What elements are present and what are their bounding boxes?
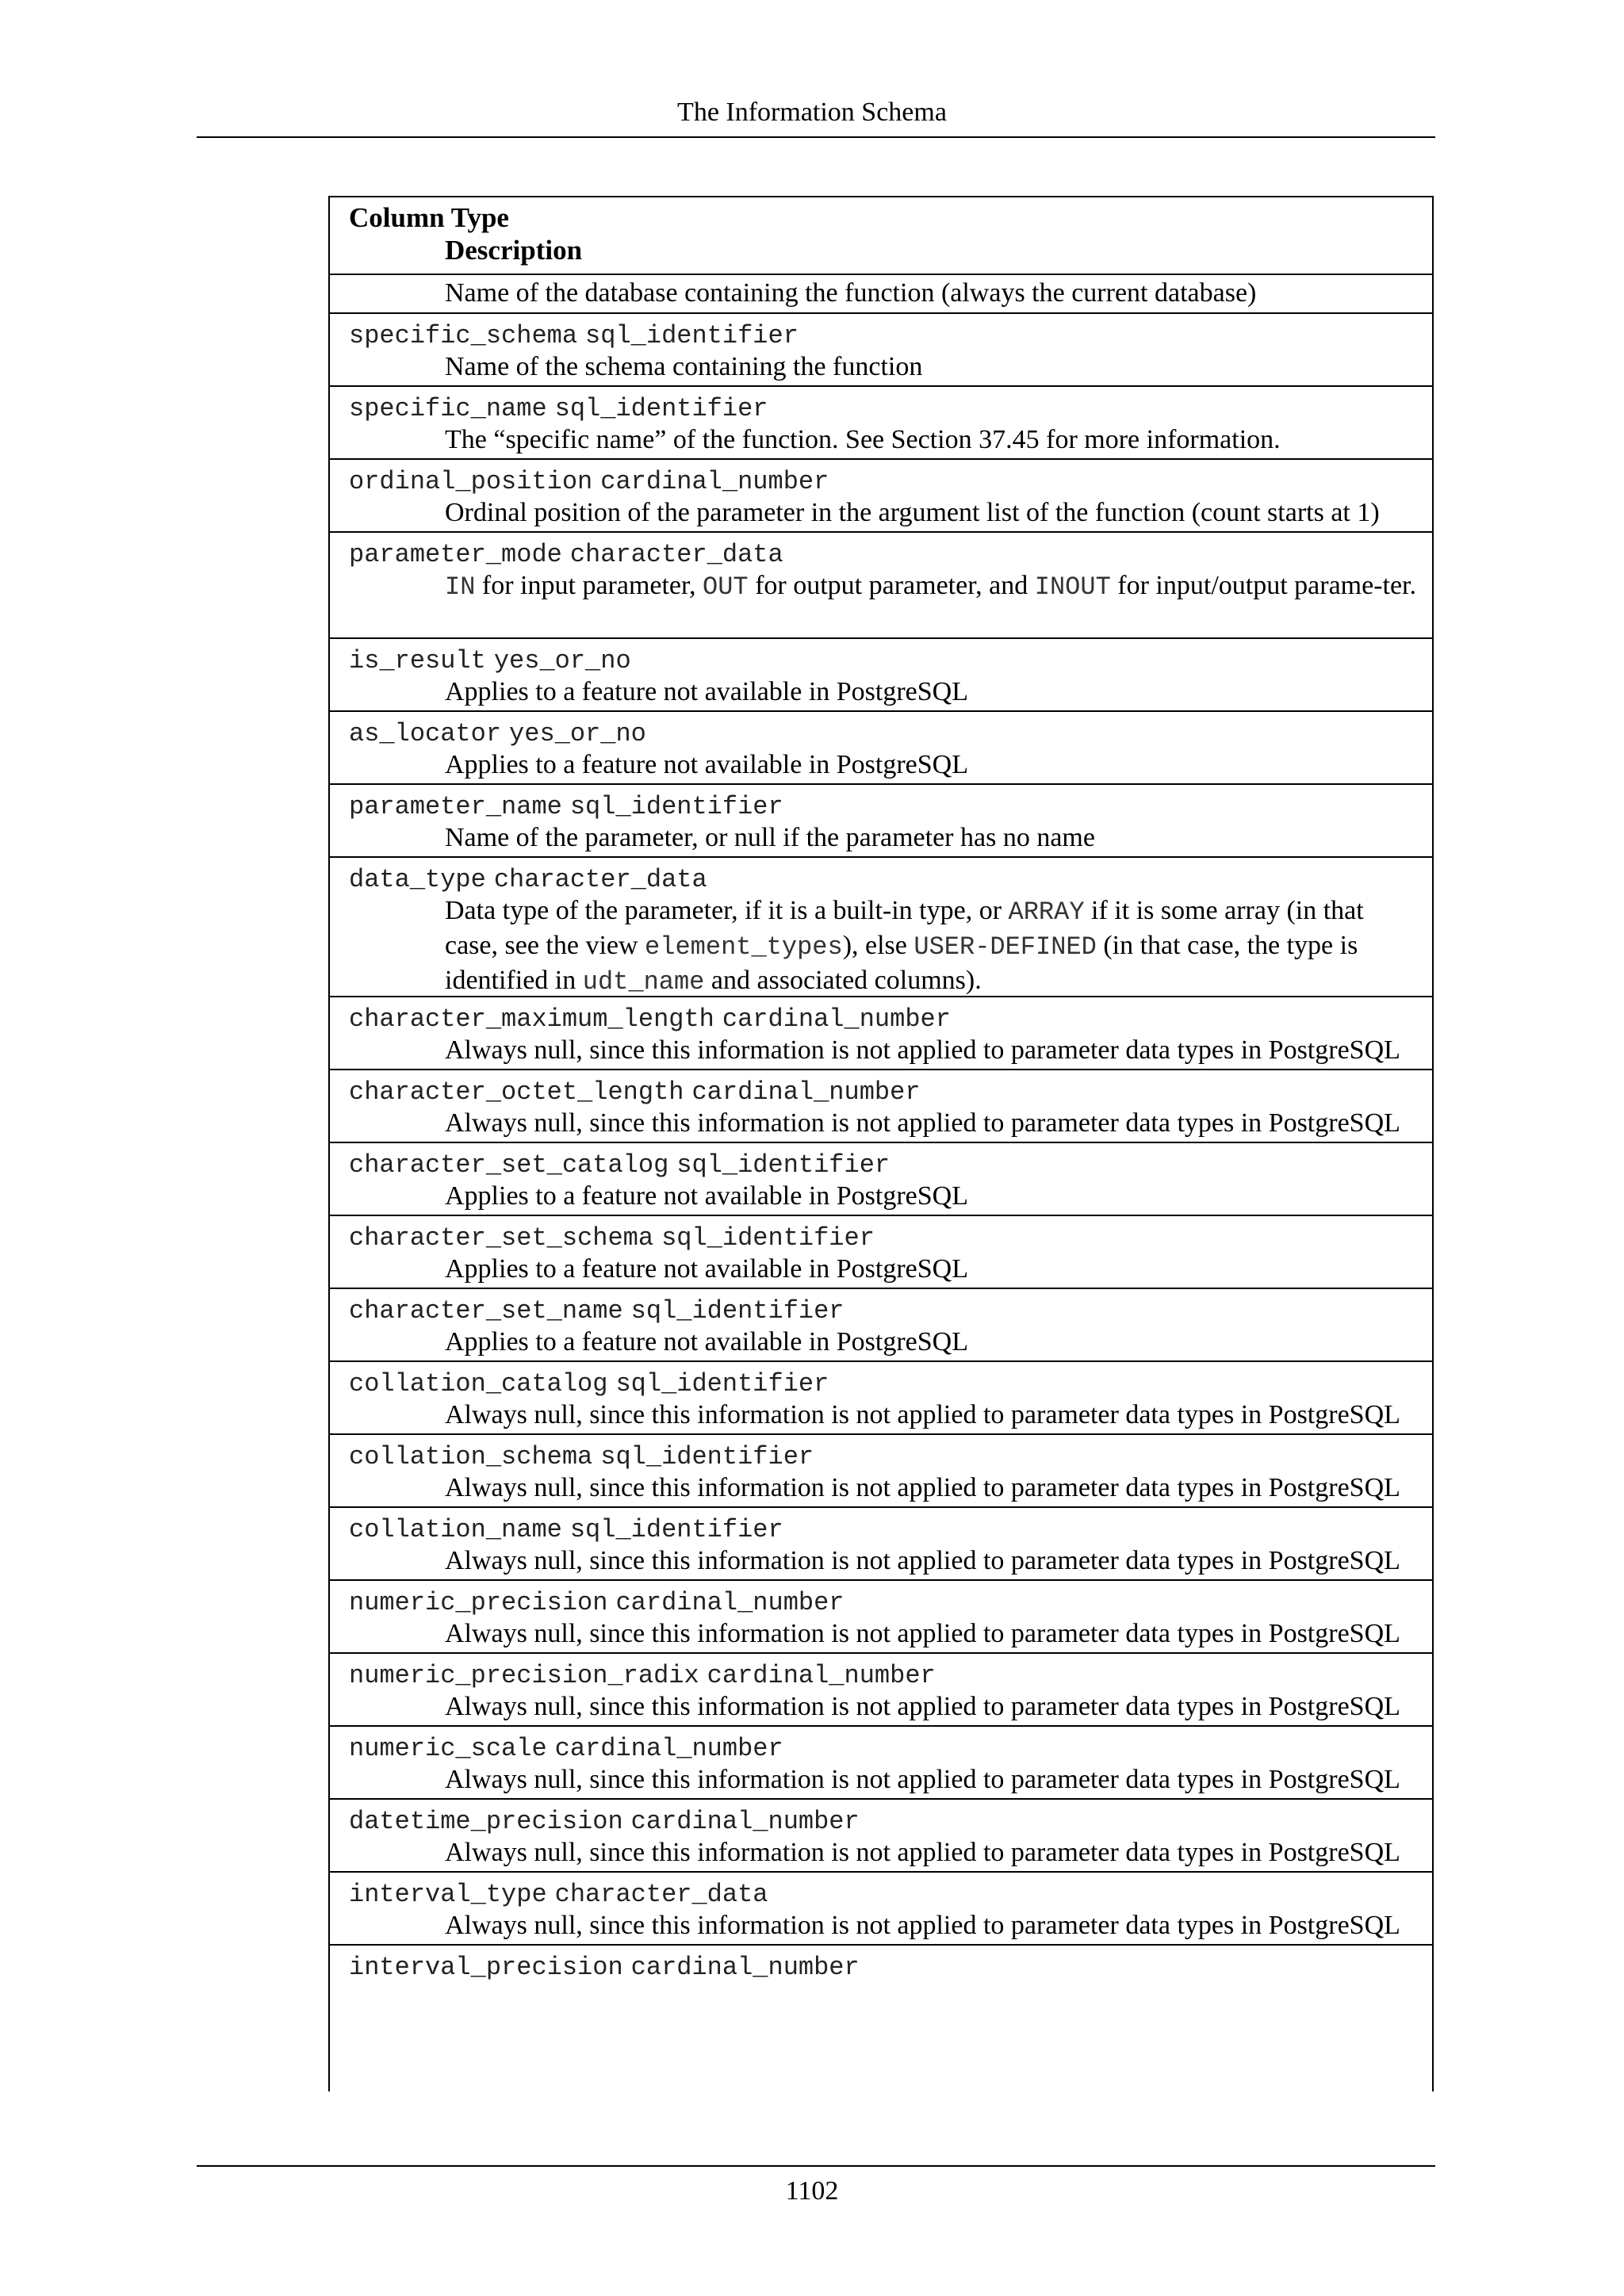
description-text: if it is some array (in that case, see the view xyxy=(445,896,1364,960)
column-name: numeric_precision_radix xyxy=(349,1661,699,1690)
column-type: sql_identifier xyxy=(661,1223,875,1253)
description-text: Applies to a feature not available in PostgreSQL xyxy=(445,677,968,706)
description-text: Applies to a feature not available in PostgreSQL xyxy=(445,1327,968,1357)
column-type: cardinal_number xyxy=(722,1004,951,1034)
table-row xyxy=(330,1873,1432,1946)
column-type: character_data xyxy=(569,540,783,569)
description-text: Name of the schema containing the function xyxy=(445,352,923,381)
column-name-type xyxy=(349,1950,860,1984)
column-name-type xyxy=(349,1512,783,1547)
column-type: sql_identifier xyxy=(600,1442,814,1471)
table-row xyxy=(330,1508,1432,1581)
column-name: character_set_name xyxy=(349,1296,623,1326)
column-name-type xyxy=(349,1147,890,1182)
table-row xyxy=(330,785,1432,858)
description-text: for input parameter, xyxy=(475,571,703,600)
column-name-type xyxy=(349,1074,921,1109)
description-text: Applies to a feature not available in PostgreSQL xyxy=(445,1254,968,1284)
column-description xyxy=(445,1399,1416,1432)
table-row xyxy=(330,1362,1432,1435)
column-description xyxy=(445,1471,1416,1505)
column-table xyxy=(328,196,1434,2091)
column-name: character_octet_length xyxy=(349,1077,684,1107)
column-type: sql_identifier xyxy=(676,1150,891,1180)
column-name-type xyxy=(349,1366,829,1401)
column-name: ordinal_position xyxy=(349,467,593,496)
column-description xyxy=(445,1909,1416,1942)
column-name-type xyxy=(349,1731,783,1766)
column-description xyxy=(445,821,1416,855)
description-text: for input/output parame-ter. xyxy=(1110,571,1417,600)
column-name: specific_schema xyxy=(349,321,578,350)
column-name: is_result xyxy=(349,646,486,675)
table-row xyxy=(330,533,1432,639)
column-name-type xyxy=(349,716,646,751)
column-name-type xyxy=(349,1439,814,1474)
table-row xyxy=(330,997,1432,1070)
column-type: cardinal_number xyxy=(630,1953,860,1982)
inline-code: IN xyxy=(445,572,476,602)
inline-code: INOUT xyxy=(1034,572,1111,602)
column-name-type xyxy=(349,464,829,499)
column-description xyxy=(445,748,1416,782)
column-name-type xyxy=(349,1293,845,1328)
column-type: character_data xyxy=(554,1880,768,1909)
column-description xyxy=(445,1763,1416,1797)
description-text: Data type of the parameter, if it is a built-in type, or xyxy=(445,896,1009,925)
column-description xyxy=(445,1836,1416,1869)
table-row xyxy=(330,1800,1432,1873)
column-type: cardinal_number xyxy=(707,1661,936,1690)
column-name-type xyxy=(349,318,799,353)
column-name: parameter_name xyxy=(349,792,562,821)
column-type: character_data xyxy=(493,865,707,894)
column-type: cardinal_number xyxy=(691,1077,921,1107)
column-type: cardinal_number xyxy=(615,1588,845,1617)
column-description xyxy=(445,1107,1416,1140)
description-text: The “specific name” of the function. See Section 37.45 for more information. xyxy=(445,425,1281,454)
table-row xyxy=(330,1435,1432,1508)
table-row xyxy=(330,387,1432,460)
column-name-type xyxy=(349,537,783,572)
description-text: for output parameter, and xyxy=(748,571,1035,600)
continued-row xyxy=(330,275,1432,314)
column-name-type xyxy=(349,1585,845,1620)
description-text: Always null, since this information is not applied to parameter data types in PostgreSQL xyxy=(445,1546,1400,1575)
column-name-type xyxy=(349,1877,768,1911)
column-type-header: Column Type xyxy=(349,202,509,233)
inline-code: OUT xyxy=(702,572,749,602)
inline-code: udt_name xyxy=(582,967,705,997)
description-text: and associated columns). xyxy=(704,966,982,995)
description-text: Always null, since this information is not applied to parameter data types in PostgreSQL xyxy=(445,1035,1400,1065)
column-name-type xyxy=(349,643,631,678)
column-name: collation_catalog xyxy=(349,1369,608,1399)
column-name: specific_name xyxy=(349,394,547,423)
column-name: character_maximum_length xyxy=(349,1004,714,1034)
column-description xyxy=(445,1180,1416,1213)
column-name-type xyxy=(349,1220,875,1255)
column-name: parameter_mode xyxy=(349,540,562,569)
column-name: datetime_precision xyxy=(349,1807,623,1836)
description-text: Applies to a feature not available in PostgreSQL xyxy=(445,750,968,779)
column-type: cardinal_number xyxy=(600,467,829,496)
table-row xyxy=(330,1946,1432,1993)
description-text: Always null, since this information is not applied to parameter data types in PostgreSQL xyxy=(445,1692,1400,1721)
column-type: sql_identifier xyxy=(554,394,768,423)
column-description xyxy=(445,675,1416,709)
table-row xyxy=(330,1070,1432,1143)
column-name-type xyxy=(349,1804,860,1839)
column-name: numeric_scale xyxy=(349,1734,547,1763)
column-type: sql_identifier xyxy=(630,1296,845,1326)
column-description xyxy=(445,1617,1416,1651)
column-name: character_set_schema xyxy=(349,1223,654,1253)
inline-code: ARRAY xyxy=(1008,897,1085,927)
column-name: as_locator xyxy=(349,719,502,748)
description-header: Description xyxy=(445,235,583,266)
table-row xyxy=(330,460,1432,533)
description-text: Always null, since this information is not applied to parameter data types in PostgreSQL xyxy=(445,1619,1400,1648)
column-name-type xyxy=(349,1658,936,1693)
column-type: sql_identifier xyxy=(569,1515,783,1544)
table-row xyxy=(330,858,1432,997)
column-description xyxy=(445,1690,1416,1724)
column-name-type xyxy=(349,862,707,897)
description-text: Always null, since this information is not applied to parameter data types in PostgreSQL xyxy=(445,1838,1400,1867)
column-name-type xyxy=(349,789,783,824)
inline-code: element_types xyxy=(645,932,843,962)
table-header-row xyxy=(330,197,1432,275)
column-name: interval_type xyxy=(349,1880,547,1909)
table-row xyxy=(330,1289,1432,1362)
description-text: Always null, since this information is not applied to parameter data types in PostgreSQL xyxy=(445,1911,1400,1940)
description-text: (in that case, the type is identified in xyxy=(445,931,1358,995)
table-row xyxy=(330,639,1432,712)
table-row xyxy=(330,1216,1432,1289)
column-description xyxy=(445,569,1416,604)
inline-code: USER-DEFINED xyxy=(914,932,1097,962)
column-description xyxy=(445,1326,1416,1359)
column-description xyxy=(445,894,1416,999)
header-rule xyxy=(197,136,1435,138)
description-text: Always null, since this information is not applied to parameter data types in PostgreSQL xyxy=(445,1108,1400,1138)
column-type: sql_identifier xyxy=(585,321,799,350)
description-text: Ordinal position of the parameter in the argument list of the function (count starts at 1) xyxy=(445,498,1380,527)
column-type: yes_or_no xyxy=(493,646,631,675)
description-text: Always null, since this information is not applied to parameter data types in PostgreSQL xyxy=(445,1400,1400,1429)
description-text: ), else xyxy=(842,931,914,960)
table-row xyxy=(330,712,1432,785)
column-type: cardinal_number xyxy=(554,1734,783,1763)
column-description xyxy=(445,1253,1416,1286)
column-name: interval_precision xyxy=(349,1953,623,1982)
column-type: yes_or_no xyxy=(509,719,646,748)
description-text: Name of the parameter, or null if the parameter has no name xyxy=(445,823,1095,852)
running-header-title: The Information Schema xyxy=(677,98,947,127)
column-description xyxy=(445,350,1416,384)
footer-rule xyxy=(197,2165,1435,2167)
column-type: sql_identifier xyxy=(615,1369,829,1399)
column-name-type xyxy=(349,391,768,426)
table-row xyxy=(330,1143,1432,1216)
description-text: Applies to a feature not available in PostgreSQL xyxy=(445,1181,968,1211)
continued-description: Name of the database containing the function (always the current database) xyxy=(445,278,1257,308)
column-name-type xyxy=(349,1001,951,1036)
table-row xyxy=(330,1581,1432,1654)
column-name: collation_schema xyxy=(349,1442,593,1471)
column-description xyxy=(445,423,1416,457)
table-row xyxy=(330,314,1432,387)
page-number: 1102 xyxy=(785,2176,839,2206)
description-text: Always null, since this information is not applied to parameter data types in PostgreSQL xyxy=(445,1473,1400,1502)
table-row xyxy=(330,1727,1432,1800)
column-name: numeric_precision xyxy=(349,1588,608,1617)
column-description xyxy=(445,496,1416,530)
column-name: collation_name xyxy=(349,1515,562,1544)
column-description xyxy=(445,1544,1416,1578)
description-text: Always null, since this information is not applied to parameter data types in PostgreSQL xyxy=(445,1765,1400,1794)
column-name: data_type xyxy=(349,865,486,894)
column-type: cardinal_number xyxy=(630,1807,860,1836)
table-row xyxy=(330,1654,1432,1727)
column-name: character_set_catalog xyxy=(349,1150,669,1180)
column-description xyxy=(445,1034,1416,1067)
column-type: sql_identifier xyxy=(569,792,783,821)
